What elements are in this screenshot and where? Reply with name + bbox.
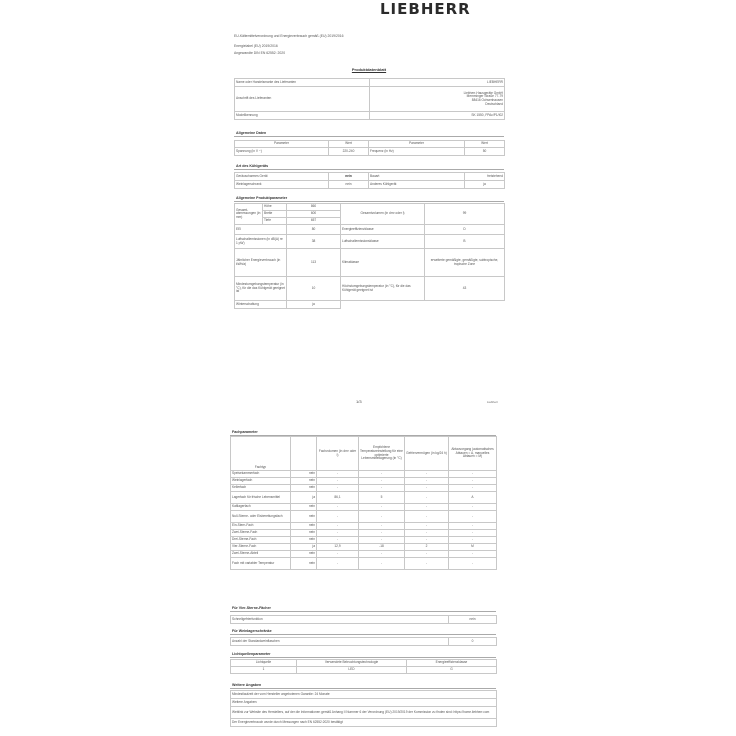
param-cell: Winterschaltung bbox=[235, 301, 287, 309]
param-cell: Jährlicher Energieverbrauch (in kWh/a) bbox=[235, 249, 287, 277]
appliance-cell: Anderes Kühlgerät bbox=[369, 181, 465, 189]
four-star-value: nein bbox=[449, 616, 497, 624]
compartment-row bbox=[231, 511, 497, 523]
compartment-row bbox=[231, 492, 497, 504]
compartment-row bbox=[231, 471, 497, 478]
compartment-cell: nein bbox=[291, 523, 317, 530]
param-cell: 43 bbox=[425, 277, 505, 301]
compartment-cell: 86,1 bbox=[317, 492, 359, 504]
dimension-name: Höhe bbox=[263, 204, 287, 211]
compartment-cell: - bbox=[359, 523, 405, 530]
comp-header: Abtauvorgang (automatisches Abtauen = A, manuelles Abtauen = M) bbox=[449, 437, 497, 471]
compartment-cell: nein bbox=[291, 551, 317, 558]
compartment-cell: - bbox=[317, 530, 359, 537]
compartment-type: Zwei-Sterne-Abteil bbox=[231, 551, 291, 558]
general-heading: Allgemeine Daten bbox=[236, 131, 267, 135]
general-header-value-2: Wert bbox=[465, 141, 505, 148]
compartment-cell: nein bbox=[291, 478, 317, 485]
compartment-cell: - bbox=[317, 537, 359, 544]
more-table bbox=[230, 690, 497, 727]
general-cell: Spannung (in V ~) bbox=[235, 148, 329, 156]
param-cell bbox=[425, 301, 505, 309]
datasheet-title: Produktdatenblatt bbox=[351, 67, 387, 72]
compartments-table bbox=[230, 436, 497, 570]
appliance-cell: Geräuscharmes Gerät bbox=[235, 173, 329, 181]
compartment-cell: nein bbox=[291, 511, 317, 523]
compartment-type: Null-Sterne- oder Eisbereitungsfach bbox=[231, 511, 291, 523]
four-star-table bbox=[230, 615, 497, 624]
compartment-cell: 5 bbox=[359, 492, 405, 504]
general-header-param-1: Parameter bbox=[235, 141, 329, 148]
dimension-name: Breite bbox=[263, 211, 287, 218]
compartment-cell: nein bbox=[291, 504, 317, 511]
more-line: Weblink zur Website des Herstellers, auf der die Informationen gemäß Anhang II Nummer 6 der Verordnung (EU) 2019/2019 der Kommission zu finden sind: https://home.liebherr.com bbox=[231, 707, 497, 719]
compartment-row bbox=[231, 504, 497, 511]
four-star-label: Schnellgefrierfunktion bbox=[231, 616, 449, 624]
appliance-cell: freistehend bbox=[465, 173, 505, 181]
total-volume-value: 99 bbox=[425, 204, 505, 225]
general-cell: 50 bbox=[465, 148, 505, 156]
param-cell: D bbox=[425, 225, 505, 235]
dimension-name: Tiefe bbox=[263, 218, 287, 225]
compartment-type: Kaltlagerfach bbox=[231, 504, 291, 511]
more-heading: Weitere Angaben bbox=[232, 683, 262, 687]
wine-label: Anzahl der Standardweinflaschen bbox=[231, 638, 449, 646]
general-header-param-2: Parameter bbox=[369, 141, 465, 148]
supplier-name-value: LIEBHERR bbox=[370, 79, 505, 87]
intro-line-3: Angewandte DIN EN 62552: 2020 bbox=[234, 51, 286, 55]
compartment-cell: A bbox=[449, 492, 497, 504]
more-line: Weitere Angaben: bbox=[231, 699, 497, 707]
compartment-row bbox=[231, 530, 497, 537]
general-cell: Frequenz (in Hz) bbox=[369, 148, 465, 156]
dimension-value: 657 bbox=[287, 218, 341, 225]
wine-value: 0 bbox=[449, 638, 497, 646]
dimension-value: 600 bbox=[287, 211, 341, 218]
compartment-cell: - bbox=[359, 530, 405, 537]
appliance-cell: ja bbox=[465, 181, 505, 189]
dimension-value: 860 bbox=[287, 204, 341, 211]
comp-header: Fachvolumen (in dm³ oder l) bbox=[317, 437, 359, 471]
compartment-cell: - bbox=[449, 485, 497, 492]
compartment-row bbox=[231, 523, 497, 530]
compartment-type: Drei-Sterne-Fach bbox=[231, 537, 291, 544]
param-cell: 10 bbox=[287, 277, 341, 301]
compartment-cell: - bbox=[405, 530, 449, 537]
compartment-cell: - bbox=[317, 504, 359, 511]
compartment-cell: - bbox=[359, 511, 405, 523]
compartment-cell: - bbox=[449, 511, 497, 523]
product-params-table bbox=[234, 203, 505, 309]
compartment-cell: - bbox=[405, 471, 449, 478]
light-cell: 1 bbox=[231, 667, 297, 674]
compartment-cell: nein bbox=[291, 537, 317, 544]
compartment-type: Vier-Sterne-Fach bbox=[231, 544, 291, 551]
brand-logo: LIEBHERR bbox=[380, 0, 471, 18]
param-cell: ja bbox=[287, 301, 341, 309]
compartment-cell: - bbox=[449, 471, 497, 478]
param-cell bbox=[341, 301, 425, 309]
intro-line-2: Energielabel (EU) 2019/2016 bbox=[234, 44, 278, 48]
compartment-cell: - bbox=[405, 492, 449, 504]
compartment-cell: - bbox=[405, 551, 449, 558]
param-cell: Klimaklasse bbox=[341, 249, 425, 277]
appliance-cell: nein bbox=[329, 181, 369, 189]
page-footer-code: Liebherr bbox=[487, 400, 499, 404]
appliance-type-table bbox=[234, 172, 505, 189]
compartment-cell: - bbox=[317, 485, 359, 492]
compartment-cell: - bbox=[449, 523, 497, 530]
compartment-cell: ja bbox=[291, 544, 317, 551]
compartment-cell: - bbox=[359, 478, 405, 485]
compartment-cell: ja bbox=[291, 492, 317, 504]
comp-header: Gefriervermögen (in kg/24 h) bbox=[405, 437, 449, 471]
compartment-cell: - bbox=[449, 537, 497, 544]
compartment-row bbox=[231, 478, 497, 485]
model-id-label: Modellkennung bbox=[235, 112, 370, 120]
compartment-row bbox=[231, 544, 497, 551]
compartment-cell: - bbox=[359, 558, 405, 570]
compartment-cell: nein bbox=[291, 530, 317, 537]
general-table bbox=[234, 140, 505, 156]
compartment-row bbox=[231, 537, 497, 544]
compartment-cell: - bbox=[317, 478, 359, 485]
compartment-cell: - bbox=[317, 511, 359, 523]
supplier-name-label: Name oder Handelsmarke des Lieferanten bbox=[235, 79, 370, 87]
datasheet-table bbox=[234, 78, 505, 120]
compartment-cell: - bbox=[405, 511, 449, 523]
compartment-cell: -18 bbox=[359, 544, 405, 551]
param-cell: Mindestumgebungstemperatur (in °C), für die das Kühlgerät geeignet ist bbox=[235, 277, 287, 301]
compartment-cell: nein bbox=[291, 558, 317, 570]
compartment-cell: - bbox=[405, 485, 449, 492]
compartment-type: Speisekammerfach bbox=[231, 471, 291, 478]
general-cell: 220-240 bbox=[329, 148, 369, 156]
appliance-type-heading: Art des Kühlgeräts bbox=[236, 164, 269, 168]
compartment-type: Ein-Stern-Fach bbox=[231, 523, 291, 530]
compartment-cell: - bbox=[317, 551, 359, 558]
total-volume-label: Gesamtvolumen (in dm³ oder l) bbox=[341, 204, 425, 225]
param-cell: Luftschallemissionsklasse bbox=[341, 235, 425, 249]
light-table bbox=[230, 659, 497, 674]
compartment-cell: - bbox=[405, 478, 449, 485]
compartment-cell: - bbox=[359, 471, 405, 478]
compartment-row bbox=[231, 551, 497, 558]
compartment-cell: - bbox=[449, 504, 497, 511]
compartment-cell: nein bbox=[291, 485, 317, 492]
param-cell: 80 bbox=[287, 225, 341, 235]
compartment-cell: - bbox=[317, 523, 359, 530]
param-cell: erweiterte gemäßigte, gemäßigte, subtropische, tropische Zone bbox=[425, 249, 505, 277]
wine-heading: Für Weinlagerschränke bbox=[232, 629, 272, 633]
dimensions-label: Gesamt-abmessungen (in mm) bbox=[235, 204, 263, 225]
compartment-row bbox=[231, 558, 497, 570]
light-cell: LED bbox=[297, 667, 407, 674]
compartment-cell: - bbox=[405, 504, 449, 511]
compartment-cell: - bbox=[359, 551, 405, 558]
supplier-address-value: Liebherr-Hausgeräte GmbH Memminger Straße 77-79 88416 Ochsenhausen Deutschland bbox=[370, 87, 505, 112]
light-header: Lichtquelle bbox=[231, 660, 297, 667]
compartment-cell: - bbox=[359, 537, 405, 544]
comp-header: Empfohlene Temperatureinstellung für eine optimierte Lebensmittellagerung (in °C) bbox=[359, 437, 405, 471]
model-id-value: SK 1550, FPAc/P1/I02 bbox=[370, 112, 505, 120]
compartment-cell: - bbox=[449, 478, 497, 485]
param-cell: 38 bbox=[287, 235, 341, 249]
compartment-cell: - bbox=[317, 558, 359, 570]
page-number: 1/3 bbox=[356, 399, 362, 404]
compartment-cell: - bbox=[405, 537, 449, 544]
light-header: Verwendete Beleuchtungstechnologie bbox=[297, 660, 407, 667]
appliance-cell: nein bbox=[329, 173, 369, 181]
compartment-type: Lagerfach für frische Lebensmittel bbox=[231, 492, 291, 504]
compartment-cell: - bbox=[317, 471, 359, 478]
appliance-cell: Weinlagerschrank bbox=[235, 181, 329, 189]
param-cell: Energieeffizienzklasse bbox=[341, 225, 425, 235]
more-line: Mindestlaufzeit der vom Hersteller angebotenen Garantie: 24 Monate bbox=[231, 691, 497, 699]
param-cell: 113 bbox=[287, 249, 341, 277]
compartment-cell: - bbox=[359, 485, 405, 492]
compartment-type: Weinlagerfach bbox=[231, 478, 291, 485]
appliance-cell: Bauart bbox=[369, 173, 465, 181]
light-cell: G bbox=[407, 667, 497, 674]
wine-table bbox=[230, 637, 497, 646]
four-star-heading: Für Vier-Sterne-Fächer bbox=[232, 606, 271, 610]
compartment-cell: - bbox=[359, 504, 405, 511]
compartment-cell: - bbox=[449, 558, 497, 570]
intro-line-1: EU-Kältemittelverordnung und Energieverbrauch gemäß (EU) 2019/2016 bbox=[234, 34, 344, 38]
param-cell: Luftschallemissionen (in dB(A) re 1 pW) bbox=[235, 235, 287, 249]
compartment-cell: - bbox=[405, 523, 449, 530]
compartment-cell: - bbox=[449, 530, 497, 537]
compartment-type: Fach mit variabler Temperatur bbox=[231, 558, 291, 570]
product-params-heading: Allgemeine Produktparameter bbox=[236, 196, 288, 200]
more-line: Der Energieverbrauch wurde durch Messungen nach EN 62552:2020 bestätigt bbox=[231, 719, 497, 727]
compartments-heading: Fachparameter bbox=[232, 430, 258, 434]
compartment-cell: 2 bbox=[405, 544, 449, 551]
compartment-type: Kellerfach bbox=[231, 485, 291, 492]
param-cell: Höchstumgebungstemperatur (in °C), für die das Kühlgerät geeignet ist bbox=[341, 277, 425, 301]
param-cell: B bbox=[425, 235, 505, 249]
general-header-value-1: Wert bbox=[329, 141, 369, 148]
compartment-cell: nein bbox=[291, 471, 317, 478]
supplier-address-label: Anschrift des Lieferanten bbox=[235, 87, 370, 112]
compartment-row bbox=[231, 485, 497, 492]
param-cell: EEI bbox=[235, 225, 287, 235]
compartment-cell: - bbox=[405, 558, 449, 570]
compartment-cell: - bbox=[449, 551, 497, 558]
light-header: Energieeffizienzklasse bbox=[407, 660, 497, 667]
compartment-type: Zwei-Sterne-Fach bbox=[231, 530, 291, 537]
compartment-cell: 12,9 bbox=[317, 544, 359, 551]
compartment-cell: M bbox=[449, 544, 497, 551]
comp-header bbox=[291, 437, 317, 471]
light-heading: Lichtquellenparameter bbox=[232, 652, 271, 656]
comp-header: Fachtyp bbox=[231, 437, 291, 471]
